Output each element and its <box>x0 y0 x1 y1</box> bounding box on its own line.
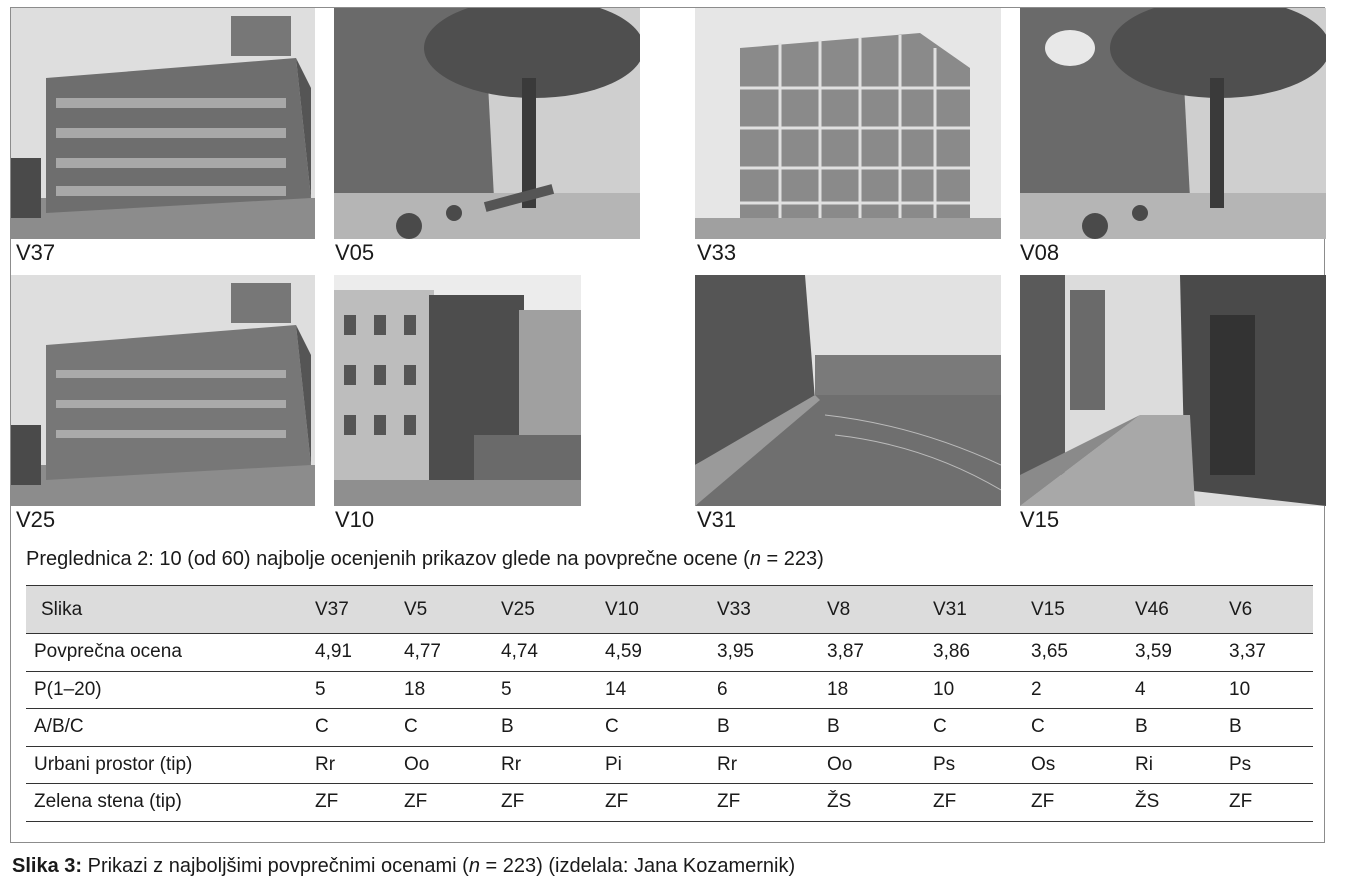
header-cell: Slika <box>41 598 83 620</box>
table-cell: ŽS <box>1135 791 1160 813</box>
table-cell: 10 <box>933 678 955 700</box>
table-cell: 18 <box>827 678 849 700</box>
table-cell: 14 <box>605 678 627 700</box>
table-cell: ZF <box>933 791 957 813</box>
table-cell: B <box>827 716 840 738</box>
table-cell: Os <box>1031 753 1056 775</box>
table-cell: 5 <box>315 678 326 700</box>
ratings-table <box>26 585 1313 822</box>
table-header-row <box>26 586 1313 634</box>
photo-label-v10: V10 <box>335 507 375 532</box>
photo-label-v37: V37 <box>16 240 56 265</box>
photo-v31 <box>695 275 1001 506</box>
row-label: P(1–20) <box>34 678 102 700</box>
row-label: Urbani prostor (tip) <box>34 753 193 775</box>
table-cell: 3,59 <box>1135 641 1172 663</box>
table-cell: B <box>717 716 730 738</box>
table-cell: C <box>315 716 329 738</box>
header-cell: V15 <box>1031 598 1065 620</box>
table-cell: ZF <box>1229 791 1253 813</box>
photo-v05 <box>334 8 640 239</box>
table-cell: Pi <box>605 753 622 775</box>
table-row <box>26 709 1313 747</box>
table-cell: 4,74 <box>501 641 538 663</box>
figure-caption-text-b: = 223) (izdelala: Jana Kozamernik) <box>479 855 796 877</box>
table-caption-prefix: Preglednica 2: 10 (od 60) najbolje ocenjenih prikazov glede na povprečne ocene ( <box>26 548 750 570</box>
figure-caption-n: n <box>468 855 480 877</box>
table-row <box>26 746 1313 784</box>
table-cell: B <box>1229 716 1242 738</box>
table-cell: C <box>1031 716 1045 738</box>
table-cell: ZF <box>501 791 525 813</box>
table-cell: 4,77 <box>404 641 441 663</box>
table-caption-n: n <box>749 548 761 570</box>
table-cell: 3,86 <box>933 641 970 663</box>
photo-label-v15: V15 <box>1020 507 1060 532</box>
photo-v37 <box>11 8 315 239</box>
table-cell: Ri <box>1135 753 1153 775</box>
table-cell: C <box>404 716 418 738</box>
table-cell: 6 <box>717 678 728 700</box>
table-row <box>26 634 1313 672</box>
table-row <box>26 784 1313 822</box>
table-cell: Rr <box>315 753 336 775</box>
header-cell: V8 <box>827 598 851 620</box>
row-label: A/B/C <box>34 716 84 738</box>
table-cell: ZF <box>605 791 629 813</box>
header-cell: V31 <box>933 598 967 620</box>
table-cell: ŽS <box>827 791 852 813</box>
photo-v08 <box>1020 8 1326 239</box>
figure-caption <box>12 855 795 878</box>
photo-label-v05: V05 <box>335 240 375 265</box>
table-cell: B <box>501 716 514 738</box>
header-cell: V6 <box>1229 598 1253 620</box>
table-cell: B <box>1135 716 1148 738</box>
photo-label-v33: V33 <box>697 240 737 265</box>
header-cell: V46 <box>1135 598 1169 620</box>
table-cell: C <box>605 716 619 738</box>
photo-label-v31: V31 <box>697 507 737 532</box>
table-cell: 4,59 <box>605 641 642 663</box>
table-cell: 3,65 <box>1031 641 1068 663</box>
table-cell: Oo <box>827 753 853 775</box>
photo-v10 <box>334 275 581 506</box>
table-cell: 4,91 <box>315 641 352 663</box>
table-cell: 2 <box>1031 678 1042 700</box>
table-cell: ZF <box>404 791 428 813</box>
header-cell: V5 <box>404 598 428 620</box>
photo-v33 <box>695 8 1001 239</box>
table-cell: Ps <box>1229 753 1252 775</box>
table-cell: Rr <box>501 753 522 775</box>
header-cell: V37 <box>315 598 349 620</box>
photo-v15 <box>1020 275 1326 506</box>
table-cell: 3,95 <box>717 641 754 663</box>
header-cell: V33 <box>717 598 751 620</box>
table-cell: Oo <box>404 753 430 775</box>
photo-v25 <box>11 275 315 506</box>
figure-caption-text-a: Prikazi z najboljšimi povprečnimi ocenami ( <box>82 855 469 877</box>
table-cell: Rr <box>717 753 738 775</box>
header-cell: V10 <box>605 598 639 620</box>
photo-label-v25: V25 <box>16 507 56 532</box>
table-cell: ZF <box>1031 791 1055 813</box>
table-caption <box>26 548 824 571</box>
table-cell: ZF <box>717 791 741 813</box>
table-row <box>26 671 1313 709</box>
table-cell: 5 <box>501 678 512 700</box>
photo-label-v08: V08 <box>1020 240 1060 265</box>
table-cell: 3,37 <box>1229 641 1266 663</box>
row-label: Zelena stena (tip) <box>34 791 182 813</box>
table-cell: Ps <box>933 753 956 775</box>
table-cell: 3,87 <box>827 641 864 663</box>
table-cell: 18 <box>404 678 426 700</box>
table-cell: ZF <box>315 791 339 813</box>
table-cell: 4 <box>1135 678 1146 700</box>
table-cell: 10 <box>1229 678 1251 700</box>
figure-caption-label: Slika 3: <box>12 855 83 877</box>
header-cell: V25 <box>501 598 535 620</box>
table-caption-suffix: = 223) <box>760 548 824 570</box>
table-cell: C <box>933 716 947 738</box>
row-label: Povprečna ocena <box>34 641 182 663</box>
